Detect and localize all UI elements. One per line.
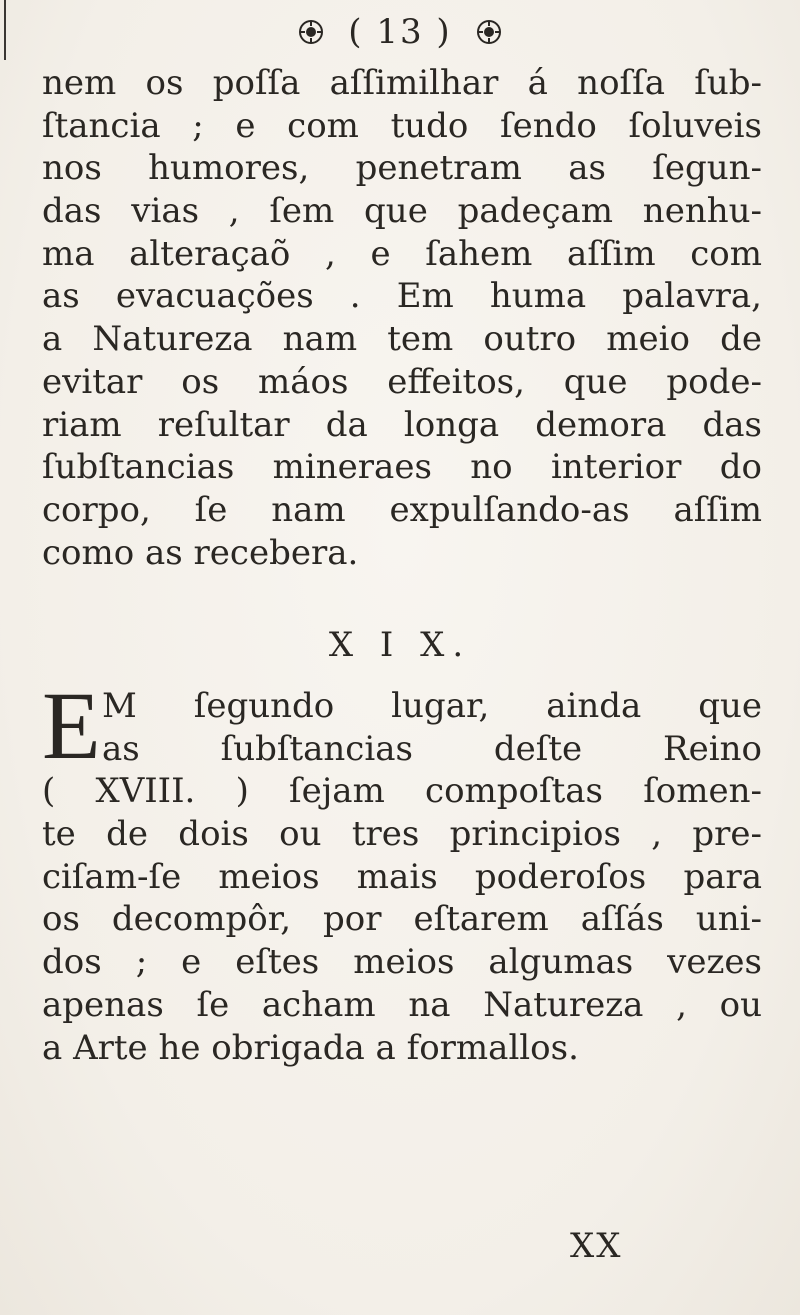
text-line: nos humores, penetram as ſegun- — [42, 148, 762, 189]
section-heading: X I X. — [328, 625, 472, 665]
text-line: a Natureza nam tem outro meio de — [42, 319, 762, 360]
text-line: ſubſtancias mineraes no interior do — [42, 447, 762, 488]
page-number: ( 13 ) — [348, 12, 452, 52]
text-line: te de dois ou tres principios , pre- — [42, 814, 762, 855]
text-line: ( XVIII. ) ſejam compoſtas ſomen- — [42, 771, 762, 812]
text-line: dos ; e eſtes meios algumas vezes — [42, 942, 762, 983]
drop-cap: E — [42, 672, 101, 779]
text-line: a Arte he obrigada a formallos. — [42, 1027, 579, 1068]
text-line: nem os poſſa aſſimilhar á noſſa ſub- — [42, 63, 762, 103]
fleuron-ornament-icon — [297, 18, 325, 46]
paragraph-section-xix — [42, 685, 762, 1069]
text-line: riam reſultar da longa demora das — [42, 404, 762, 445]
text-line: as evacuações . Em huma palavra, — [42, 276, 762, 317]
fleuron-ornament-icon — [475, 18, 503, 46]
text-line: como as recebera. — [42, 532, 359, 573]
text-line: corpo, ſe nam expulſando-as aſſim — [42, 489, 762, 530]
text-line: os decompôr, por eſtarem aſſás uni- — [42, 899, 762, 940]
text-line: ma alteraçaõ , e ſahem aſſim com — [42, 233, 762, 274]
text-line: ciſam-ſe meios mais poderoſos para — [42, 856, 762, 897]
running-header — [0, 12, 800, 52]
text-line: ſtancia ; e com tudo ſendo ſoluveis — [42, 105, 762, 146]
paragraph-continuation — [42, 62, 762, 574]
text-line: das vias , ſem que padeçam nenhu- — [42, 191, 762, 232]
text-line: as ſubſtancias deſte Reino — [102, 728, 762, 769]
text-line: M ſegundo lugar, ainda que — [102, 686, 762, 726]
catchword: XX — [570, 1226, 623, 1266]
text-line: apenas ſe acham na Natureza , ou — [42, 984, 762, 1025]
text-line: evitar os máos effeitos, que pode- — [42, 361, 762, 402]
